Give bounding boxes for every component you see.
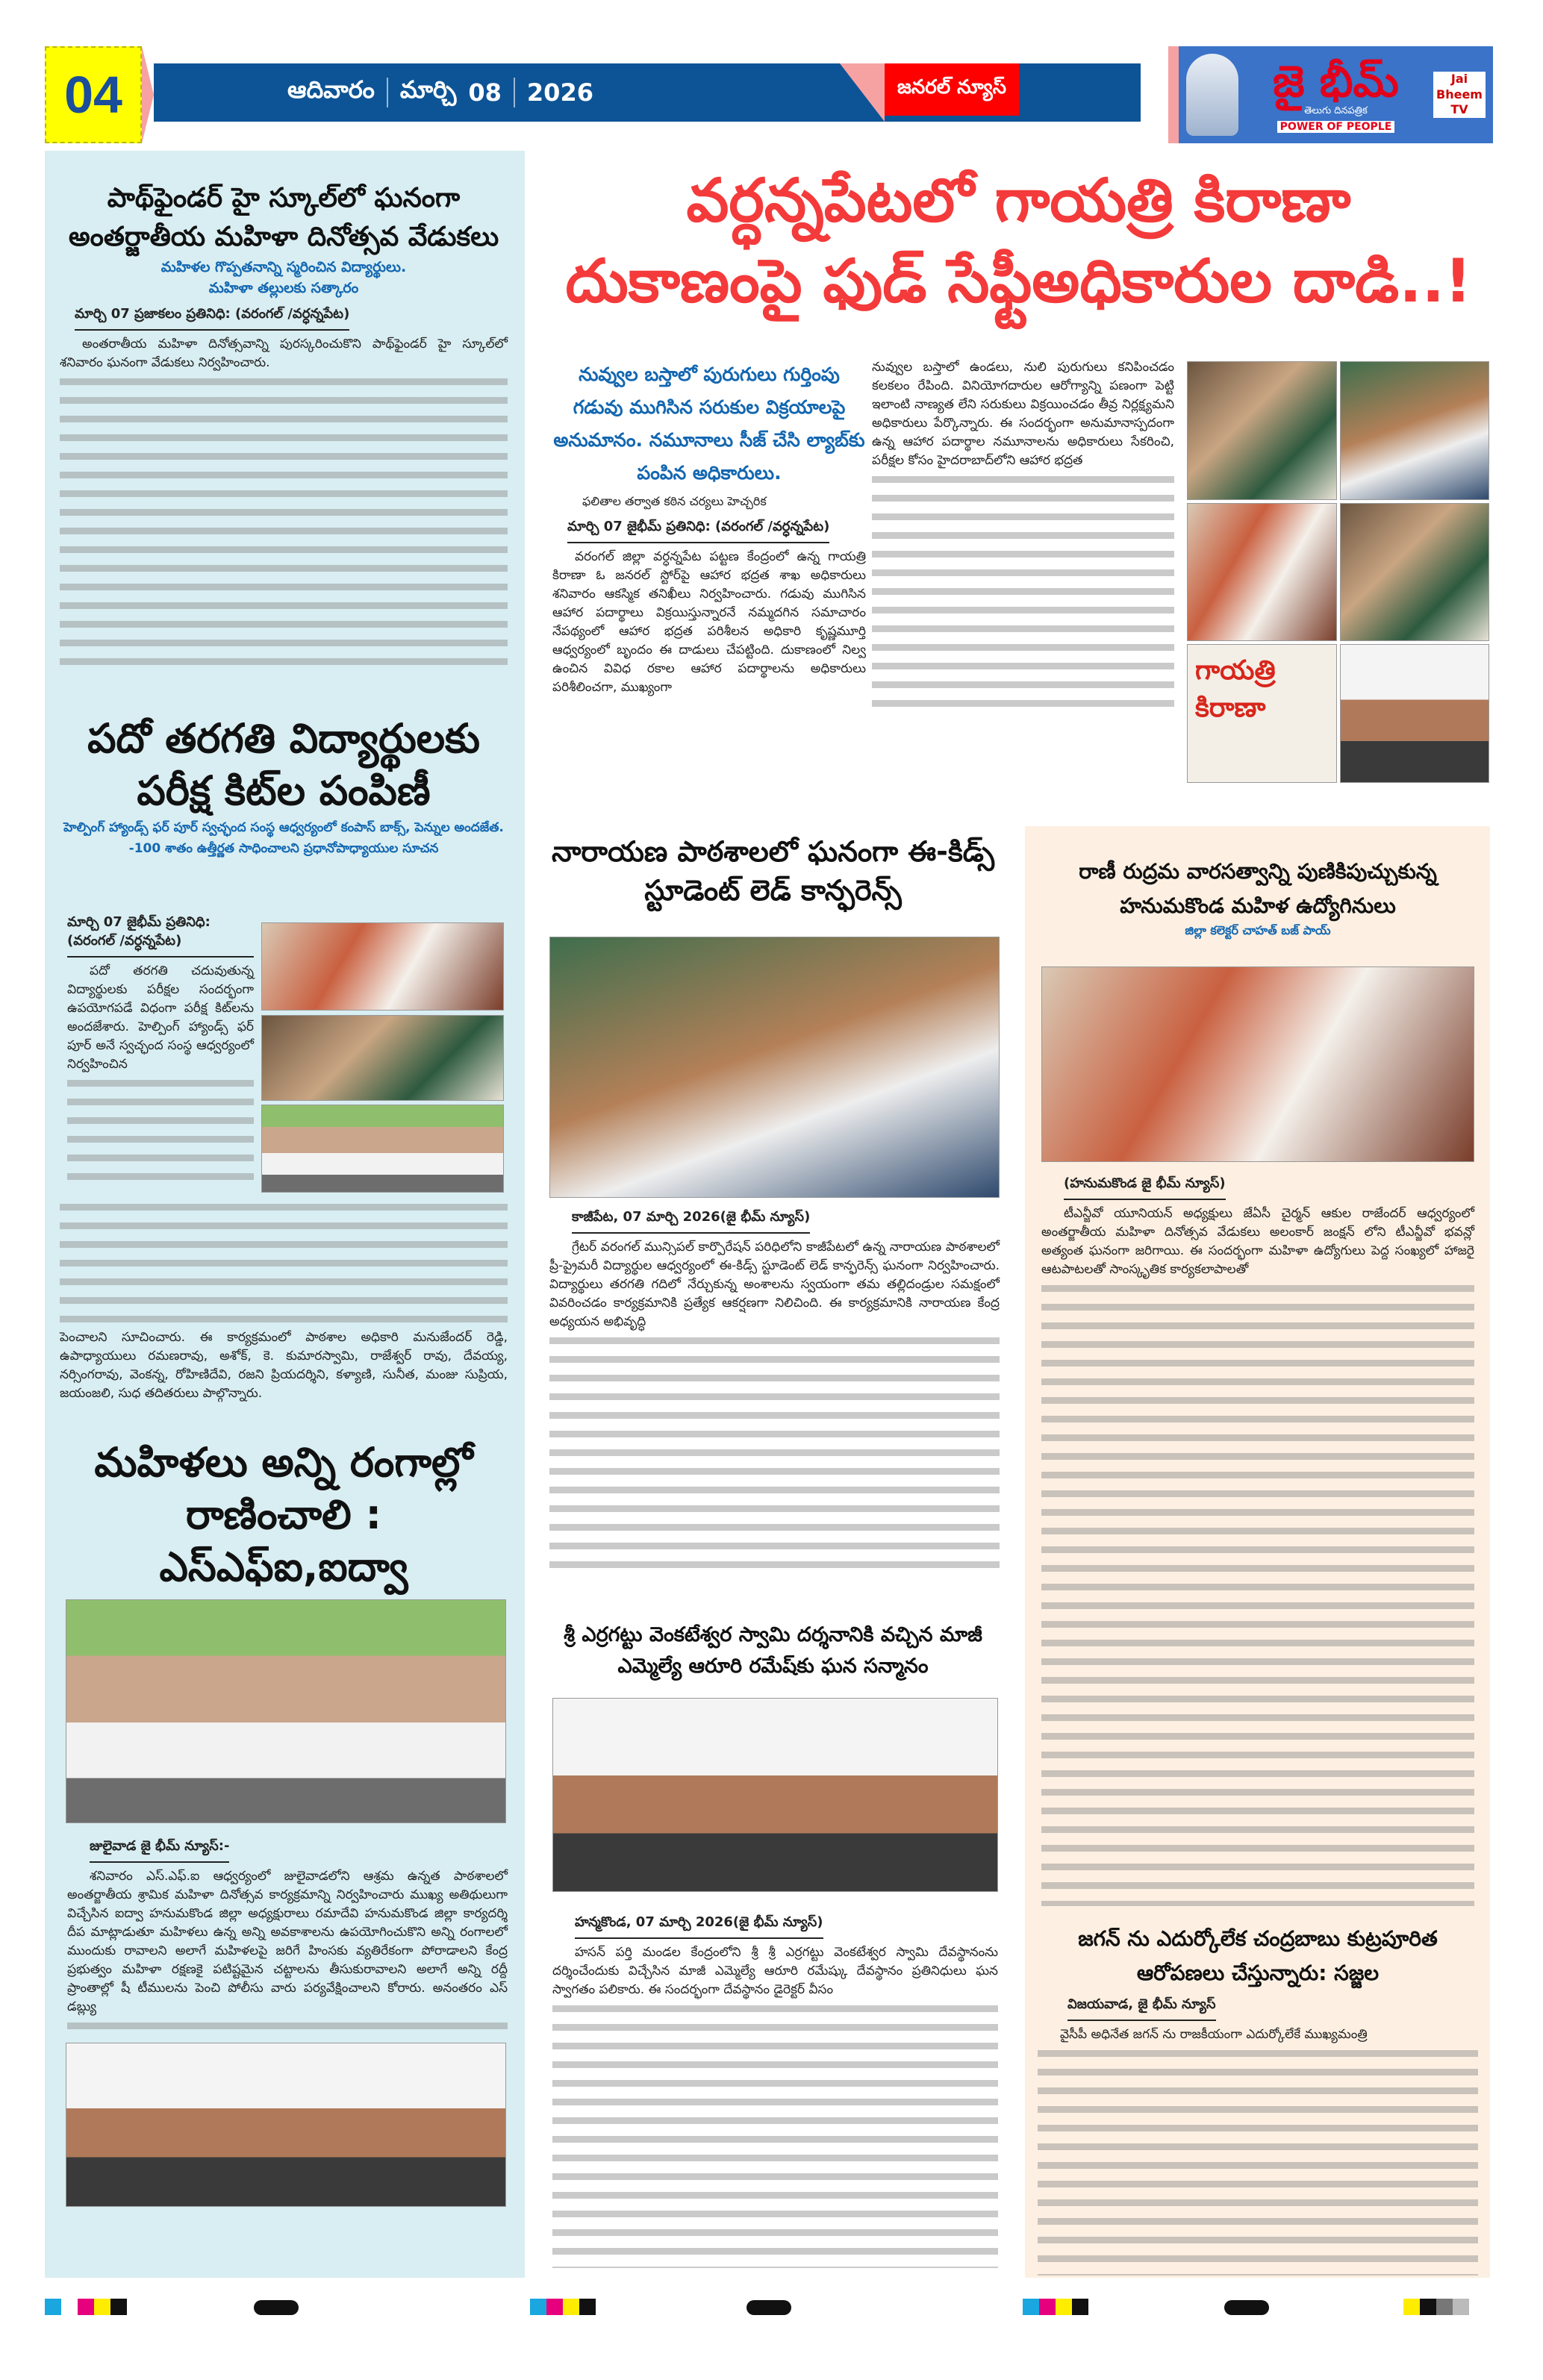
food-safety-column-1 xyxy=(552,358,866,697)
dateline: జులైవాడ జై భీమ్ న్యూస్:- xyxy=(90,1838,229,1863)
deck: నువ్వుల బస్తాలో పురుగులు గుర్తింపు గడువు ముగిసిన సరుకుల విక్రయాలపై అనుమానం. నమూనాలు సీజ్ చేసి ల్యాబ్‌కు పంపిన అధికారులు. xyxy=(553,363,865,484)
ambedkar-portrait-icon xyxy=(1186,54,1238,136)
inspection-photo xyxy=(1340,503,1490,642)
article-erragattu xyxy=(543,1620,1003,1682)
tv-logo xyxy=(1433,69,1486,121)
page-number: 04 xyxy=(45,46,142,143)
article-body: హసన్ పర్తి మండల కేంద్రంలోని శ్రీ శ్రీ ఎర్రగట్టు వెంకటేశ్వర స్వామి దేవస్థానంను దర్శించేందుకు విచ్చేసిన మాజీ ఎమ్మెల్యే ఆరూరి రమేష్కు దేవస్థానం ప్రతినిధులు ఘన స్వాగతం పలికారు. ఈ సందర్భంగా దేవస్థానం డైరెక్టర్ వీసం xyxy=(552,1945,998,1997)
article-body: టీఎన్జీవో యూనియన్ అధ్యక్షులు జేఏసీ చైర్మన్ ఆకుల రాజేందర్ ఆధ్వర్యంలో అంతర్జాతీయ మహిళా దినోత్సవ వేడుకలు అలంకార్ జంక్షన్ లోని టీఎన్జీవో భవన్లో అత్యంత ఘనంగా జరిగాయి. ఈ సందర్భంగా మహిళా ఉద్యోగులు పెద్ద సంఖ్యలో హాజరై ఆటపాటలతో సాంస్కృతిక కార్యకలాపాలతో xyxy=(1041,1206,1474,1277)
article-body-continued xyxy=(549,1331,1000,1578)
article-rani-rudrama xyxy=(1038,855,1478,940)
article-body-continued xyxy=(1038,2044,1478,2276)
inspection-photo xyxy=(1187,361,1337,500)
category-accent xyxy=(840,63,885,122)
article-body-continued xyxy=(60,1198,508,1328)
dateline: మార్చి 07 జైభీమ్ ప్రతినిధి: (వరంగల్ /వర్ధన్నపేట) xyxy=(67,914,254,958)
article-body: వైసీపీ అధినేత జగన్ ను రాజకీయంగా ఎదుర్కోలేకే ముఖ్యమంత్రి xyxy=(1060,2027,1368,2042)
registration-oval xyxy=(1224,2300,1269,2315)
registration-oval xyxy=(746,2300,791,2315)
article-sfi xyxy=(60,1437,508,2207)
sfi-students-photo xyxy=(66,2043,506,2207)
inspection-photo xyxy=(1340,361,1490,500)
narayana-body xyxy=(549,1209,1000,1578)
sfi-event-photo xyxy=(66,1599,506,1823)
lead-headline xyxy=(543,160,1494,322)
dateline: మార్చి 07 ప్రజాకలం ప్రతినిధి: (వరంగల్ /వర్ధన్నపేట) xyxy=(75,306,349,331)
headline: పదో తరగతి విద్యార్థులకు పరీక్ష కిట్‌ల పంపిణీ xyxy=(87,715,480,814)
subdeck: ఫలితాల తర్వాత కఠిన చర్యలు హెచ్చరిక xyxy=(582,494,767,508)
logo-brand xyxy=(1246,57,1426,133)
article-body-continued xyxy=(1041,1279,1474,1906)
dateline: హన్మకొండ, 07 మార్చి 2026(జై భీమ్ న్యూస్) xyxy=(575,1914,823,1939)
headline: నారాయణ పాఠశాలలో ఘనంగా ఈ-కిడ్స్ స్టూడెంట్ లెడ్ కాన్ఫరెన్స్ xyxy=(551,835,995,907)
article-sajjala xyxy=(1038,1922,1478,2276)
article-body-end: పెంచాలని సూచించారు. ఈ కార్యక్రమంలో పాఠశాల అధికారి మనుజేందర్ రెడ్డి, ఉపాధ్యాయులు రమణరావు, అశోక్, కె. కుమారస్వామి, రాజేశ్వర్ రావు, దేవయ్య, నర్సింగరావు, వెంకన్న, రోహిణిదేవి, రజని ప్రియదర్శిని, కళ్యాణి, సునీత, మంజు సుప్రియ, జయంజలి, సుధ తదితరులు పాల్గొన్నారు. xyxy=(60,1330,508,1401)
headline: మహిళలు అన్ని రంగాల్లో రాణించాలి : ఎస్ఎఫ్ఐ,ఐద్వా xyxy=(94,1439,473,1590)
headline: పాథ్‌ఫైండర్ హై స్కూల్‌లో ఘనంగా అంతర్జాతీయ మహిళా దినోత్సవ వేడుకలు xyxy=(68,183,499,252)
registration-marks xyxy=(1023,2299,1088,2315)
issue-date xyxy=(172,63,709,122)
registration-marks xyxy=(45,2299,127,2315)
lead-headline-line2: దుకాణంపై ఫుడ్ సేఫ్టీఅధికారుల దాడి..! xyxy=(565,246,1472,316)
date-separator xyxy=(514,78,515,107)
inspection-photo xyxy=(1187,503,1337,642)
masthead-logo xyxy=(1168,46,1493,143)
article-narayana xyxy=(543,832,1003,910)
headline: జగన్ ను ఎదుర్కోలేక చంద్రబాబు కుట్రపూరిత ఆరోపణలు చేస్తున్నారు: సజ్జల xyxy=(1078,1926,1438,1985)
article-body-continued xyxy=(67,2017,508,2035)
article-body-continued xyxy=(552,1999,998,2268)
registration-marks xyxy=(1403,2299,1469,2315)
lead-headline-line1: వర్ధన్నపేటలో గాయత్రి కిరాణా xyxy=(686,166,1351,235)
headline: శ్రీ ఎర్రగట్టు వెంకటేశ్వర స్వామి దర్శనానికి వచ్చిన మాజీ ఎమ్మెల్యే ఆరూరి రమేష్‌కు ఘన సన్మానం xyxy=(564,1623,982,1678)
article-pathfinder xyxy=(60,179,508,671)
registration-marks xyxy=(530,2299,596,2315)
dateline: విజయవాడ, జై భీమ్ న్యూస్ xyxy=(1067,1996,1216,2021)
narayana-event-photo xyxy=(549,937,1000,1198)
rani-rudrama-body xyxy=(1041,1175,1474,1906)
article-body-continued xyxy=(60,372,508,671)
issue-year: 2026 xyxy=(526,78,593,107)
registration-oval xyxy=(254,2300,299,2315)
logo-tagline: తెలుగు దినపత్రిక xyxy=(1304,104,1368,116)
issue-day: ఆదివారం xyxy=(287,75,375,104)
article-body: గ్రేటర్ వరంగల్ మున్సిపల్ కార్పొరేషన్ పరిధిలోని కాజీపేటలో ఉన్న నారాయణ పాఠశాలలో ప్రీ-ప్రైమరీ విద్యార్థుల ఆధ్వర్యంలో ఈ-కిడ్స్ స్టూడెంట్ లెడ్ కాన్ఫరెన్స్ ఘనంగా నిర్వహించారు. విద్యార్థులు తరగతి గదిలో నేర్చుకున్న అంశాలను స్వయంగా తమ తల్లిదండ్రుల సమక్షంలో వివరించడం కార్యక్రమానికి ప్రత్యేక ఆకర్షణగా నిలిచింది. ఈ కార్యక్రమానికి నారాయణ కేంద్ర అధ్యయన అభివృద్ధి xyxy=(549,1240,1000,1329)
shop-sign-photo: గాయత్రి కిరాణా xyxy=(1187,644,1337,783)
dateline: (హనుమకొండ జై భీమ్ న్యూస్) xyxy=(1064,1175,1226,1200)
dateline: మార్చి 07 జైభీమ్ ప్రతినిధి: (వరంగల్ /వర్ధన్నపేట) xyxy=(567,519,829,543)
tv-logo-text: Jai Bheem TV xyxy=(1433,72,1486,118)
article-exam-kits xyxy=(60,713,508,859)
exam-kit-photo-3 xyxy=(261,1105,504,1193)
erragattu-body xyxy=(552,1914,998,2268)
article-body-continued xyxy=(872,470,1174,709)
dateline: కాజీపేట, 07 మార్చి 2026(జై భీమ్ న్యూస్) xyxy=(572,1209,810,1234)
page-number-accent xyxy=(142,46,154,143)
exam-kits-body-end xyxy=(60,1198,508,1403)
logo-name: జై భీమ్ xyxy=(1273,55,1399,107)
article-body: అంతరాతీయ మహిళా దినోత్సవాన్ని పురస్కరించుకొని పాథ్‌ఫైండర్ హై స్కూల్‌లో శనివారం ఘనంగా వేడుకలు నిర్వహించారు. xyxy=(60,337,508,370)
exam-kit-photo-1 xyxy=(261,922,504,1011)
article-body-continued xyxy=(67,1074,254,1186)
headline: రాణీ రుద్రమ వారసత్వాన్ని పుణికిపుచ్చుకున్న హనుమకొండ మహిళ ఉద్యోగినులు xyxy=(1079,859,1437,918)
issue-month: మార్చి xyxy=(399,75,457,104)
logo-slogan: POWER OF PEOPLE xyxy=(1277,121,1395,133)
inspection-photo xyxy=(1340,644,1490,783)
rani-rudrama-event-photo xyxy=(1041,966,1474,1162)
deck: హెల్పింగ్ హ్యాండ్స్ ఫర్ పూర్ స్వచ్ఛంద సంస్థ ఆధ్వర్యంలో కంపాస్ బాక్స్, పెన్నుల అందజేత. -100 శాతం ఉత్తీర్ణత సాధించాలని ప్రధానోపాధ్యాయుల సూచన xyxy=(63,820,504,856)
deck: మహిళల గొప్పతనాన్ని స్మరించిన విద్యార్థులు. xyxy=(160,259,407,275)
article-body: శనివారం ఎస్.ఎఫ్.ఐ ఆధ్వర్యంలో జులైవాడలోని ఆశ్రమ ఉన్నత పాఠశాలలో అంతర్జాతీయ శ్రామిక మహిళా దినోత్సవ కార్యక్రమాన్ని నిర్వహించారు ముఖ్య అతిథులుగా విచ్చేసిన ఐద్వా హనుమకొండ జిల్లా అధ్యక్షురాలు రమాదేవి హనుమకొండ జిల్లా కార్యదర్శి దీప మాట్లాడుతూ మహిళలు ఉన్న అన్ని అవకాశాలను ఉపయోగించుకొని అన్ని రంగాలలో ముందుకు రావాలని అలాగే మహిళలపై జరిగే హింసకు వ్యతిరేకంగా పోరాడాలని కేంద్ర ప్రభుత్వం మహిళా రక్షణకై పటిష్టమైన చట్టాలను తీసుకురావాలని అలాగే అన్ని రద్దీ ప్రాంతాల్లో షీ టీములను పెంచి పోలీసు వారు పర్యవేక్షించాలని కోరారు. అనంతరం ఎస్ డబ్ల్యు xyxy=(67,1869,508,2014)
exam-kits-column xyxy=(67,914,254,1186)
issue-date-number: 08 xyxy=(468,78,502,107)
date-separator xyxy=(387,78,388,107)
article-body: నువ్వుల బస్తాలో ఉండలు, నులి పురుగులు కనిపించడం కలకలం రేపింది. వినియోగదారుల ఆరోగ్యాన్ని పణంగా పెట్టి ఇలాంటి నాణ్యత లేని సరుకులు విక్రయించడం తీవ్ర నిర్లక్ష్యమని అధికారులు పేర్కొన్నారు. ఈ సందర్భంగా అనుమానాస్పదంగా ఉన్న ఆహార పదార్థాల నమూనాలను అధికారులు సేకరించి, పరీక్షల కోసం హైదరాబాద్‌లోని ఆహార భద్రత xyxy=(872,360,1174,468)
food-safety-column-2 xyxy=(872,358,1174,709)
deck: జిల్లా కలెక్టర్ చాహత్ బజ్ పాయ్ xyxy=(1185,923,1331,937)
sfi-body xyxy=(67,1838,508,2035)
erragattu-felicitation-photo xyxy=(552,1698,998,1892)
section-label: జనరల్ న్యూస్ xyxy=(885,63,1019,116)
food-safety-photo-collage xyxy=(1187,361,1489,783)
article-body: వరంగల్ జిల్లా వర్ధన్నపేట పట్టణ కేంద్రంలో ఉన్న గాయత్రి కిరాణా ఓ జనరల్ స్టోర్‌పై ఆహార భద్రత శాఖ అధికారులు శనివారం ఆకస్మిక తనిఖీలు నిర్వహించారు. గడువు ముగిసిన ఆహార పదార్థాలు విక్రయిస్తున్నారనే నమ్మదగిన సమాచారం నేపథ్యంలో ఆహార భద్రత పరిశీలన అధికారి కృష్ణమూర్తి ఆధ్వర్యంలో బృందం ఈ దాడులు చేపట్టింది. దుకాణంలో నిల్వ ఉంచిన వివిధ రకాల ఆహార పదార్థాలను అధికారులు పరిశీలించగా, ముఖ్యంగా xyxy=(552,549,866,695)
article-body: పదో తరగతి చదువుతున్న విద్యార్థులకు పరీక్షల సందర్భంగా ఉపయోగపడే విధంగా పరీక్ష కిట్‌లను అందజేశారు. హెల్పింగ్ హ్యాండ్స్ ఫర్ పూర్ అనే స్వచ్ఛంద సంస్థ ఆధ్వర్యంలో నిర్వహించిన xyxy=(67,963,254,1072)
deck: మహిళా తల్లులకు సత్కారం xyxy=(208,280,359,296)
exam-kit-photo-2 xyxy=(261,1015,504,1101)
